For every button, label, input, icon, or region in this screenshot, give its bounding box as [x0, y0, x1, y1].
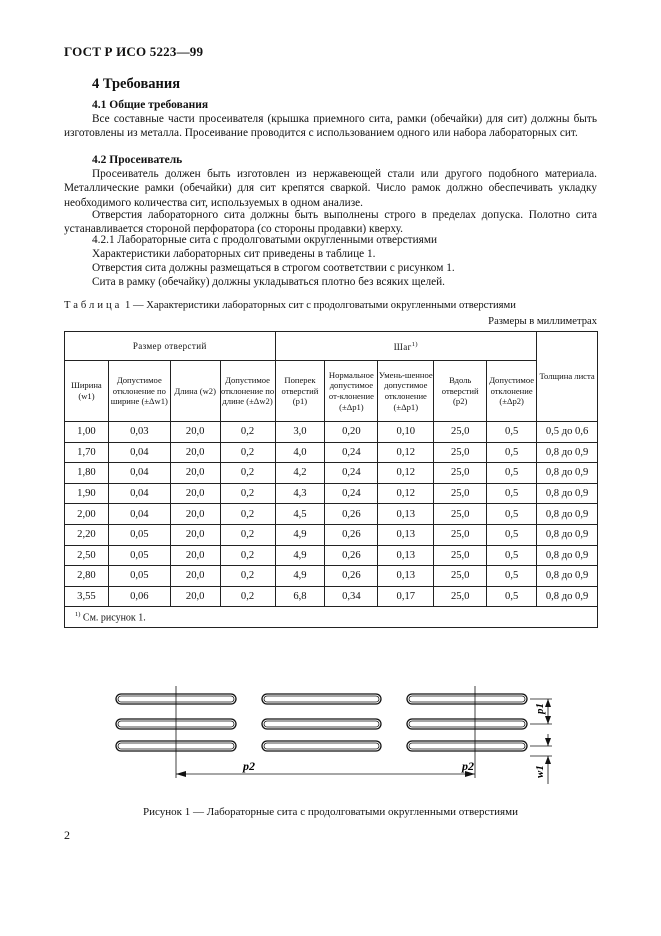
- oblong-hole-inner: [409, 696, 525, 702]
- oblong-hole: [407, 741, 527, 751]
- subsection-4-2-paragraph-2: Отверстия лабораторного сита должны быть выполнены строго в пределах допуска. Полотно сита устанавливается стороной перфоратора (со стороны продавки) кверху.: [64, 209, 597, 236]
- header-pitch-label: Шаг: [393, 341, 412, 352]
- table-cell: 25,0: [434, 545, 487, 566]
- page-number: 2: [64, 828, 70, 842]
- table-cell: 4,5: [275, 504, 325, 525]
- subsection-4-1-title: 4.1 Общие требования: [92, 99, 209, 111]
- table-cell: 0,05: [108, 545, 170, 566]
- table-cell: 0,5: [487, 545, 537, 566]
- table-cell: 0,24: [325, 483, 378, 504]
- table-cell: 0,5 до 0,6: [537, 422, 598, 443]
- table-cell: 0,5: [487, 566, 537, 587]
- table-cell: 0,04: [108, 483, 170, 504]
- table-cell: 0,2: [220, 483, 275, 504]
- table-cell: 0,8 до 0,9: [537, 442, 598, 463]
- clause-line-figure-ref: Отверстия сита должны размещаться в строгом соответствии с рисунком 1.: [92, 262, 455, 274]
- oblong-hole-inner: [264, 696, 379, 702]
- table-cell: 0,13: [378, 524, 434, 545]
- table-cell: 0,2: [220, 566, 275, 587]
- table-cell: 0,24: [325, 463, 378, 484]
- table-cell: 25,0: [434, 463, 487, 484]
- table-cell: 25,0: [434, 586, 487, 607]
- table-cell: 0,12: [378, 483, 434, 504]
- oblong-hole: [407, 719, 527, 729]
- column-header: Допустимое отклонение (±Δp2): [487, 361, 537, 422]
- table-cell: 20,0: [170, 545, 220, 566]
- label-p2-left: p2: [243, 759, 255, 773]
- table-cell: 25,0: [434, 422, 487, 443]
- table-cell: 0,26: [325, 504, 378, 525]
- oblong-hole: [262, 719, 381, 729]
- oblong-hole-inner: [264, 743, 379, 749]
- table-cell: 0,8 до 0,9: [537, 545, 598, 566]
- table-cell: 0,2: [220, 545, 275, 566]
- table-cell: 2,00: [65, 504, 109, 525]
- table-cell: 4,9: [275, 566, 325, 587]
- table-cell: 4,9: [275, 524, 325, 545]
- table-cell: 0,10: [378, 422, 434, 443]
- table-cell: 0,03: [108, 422, 170, 443]
- table-cell: 20,0: [170, 504, 220, 525]
- table-cell: 0,20: [325, 422, 378, 443]
- table-cell: 25,0: [434, 566, 487, 587]
- oblong-hole: [407, 694, 527, 704]
- document-header: ГОСТ Р ИСО 5223—99: [64, 44, 204, 59]
- table-cell: 0,8 до 0,9: [537, 586, 598, 607]
- column-header: Ширина (w1): [65, 361, 109, 422]
- table-cell: 0,2: [220, 524, 275, 545]
- table-cell: 1,00: [65, 422, 109, 443]
- table-cell: 4,0: [275, 442, 325, 463]
- table-cell: 0,2: [220, 586, 275, 607]
- table-cell: 0,05: [108, 524, 170, 545]
- table-cell: 0,8 до 0,9: [537, 566, 598, 587]
- table-cell: 0,5: [487, 483, 537, 504]
- table-cell: 20,0: [170, 566, 220, 587]
- table-cell: 0,12: [378, 442, 434, 463]
- table-cell: 0,26: [325, 566, 378, 587]
- table-cell: 0,5: [487, 524, 537, 545]
- label-w1: w1: [534, 765, 546, 778]
- column-header: Допустимое отклонение по ширине (±Δw1): [108, 361, 170, 422]
- table-cell: 4,3: [275, 483, 325, 504]
- table-cell: 0,13: [378, 504, 434, 525]
- clause-line-frame: Сита в рамку (обечайку) должны укладываться плотно без всяких щелей.: [92, 276, 446, 288]
- table-cell: 2,50: [65, 545, 109, 566]
- table-cell: 25,0: [434, 442, 487, 463]
- oblong-hole: [262, 694, 381, 704]
- table-cell: 0,8 до 0,9: [537, 463, 598, 484]
- header-opening-size: Размер отверстий: [65, 332, 276, 361]
- table-cell: 1,70: [65, 442, 109, 463]
- column-header: Длина (w2): [170, 361, 220, 422]
- footnote-text: См. рисунок 1.: [82, 612, 146, 624]
- clause-4-2-1: 4.2.1 Лабораторные сита с продолговатыми округленными отверстиями: [92, 234, 438, 246]
- footnote-mark: 1): [75, 611, 81, 619]
- table-cell: 0,5: [487, 504, 537, 525]
- header-sheet-thickness: Толщина листа: [537, 332, 598, 422]
- oblong-hole: [262, 741, 381, 751]
- table-cell: 25,0: [434, 483, 487, 504]
- column-header: Поперек отверстий (p1): [275, 361, 325, 422]
- oblong-hole-inner: [409, 721, 525, 727]
- column-header: Умень-шенное допустимое отклонение (±Δp1): [378, 361, 434, 422]
- table-cell: 0,2: [220, 422, 275, 443]
- table-cell: 25,0: [434, 524, 487, 545]
- table-cell: 25,0: [434, 504, 487, 525]
- subsection-4-2-title: 4.2 Просеиватель: [92, 154, 183, 166]
- table-cell: 0,24: [325, 442, 378, 463]
- table-cell: 0,17: [378, 586, 434, 607]
- table-cell: 0,2: [220, 504, 275, 525]
- table-cell: 0,04: [108, 442, 170, 463]
- column-header: Нормальное допустимое от-клонение (±Δp1): [325, 361, 378, 422]
- clause-line-table-ref: Характеристики лабораторных сит приведены в таблице 1.: [92, 248, 376, 260]
- table-cell: 0,8 до 0,9: [537, 524, 598, 545]
- table-cell: 0,8 до 0,9: [537, 504, 598, 525]
- table-cell: 2,20: [65, 524, 109, 545]
- table-cell: 20,0: [170, 463, 220, 484]
- table-units: Размеры в миллиметрах: [488, 316, 597, 327]
- table-cell: 4,2: [275, 463, 325, 484]
- table-cell: 0,13: [378, 545, 434, 566]
- column-header: Вдоль отверстий (p2): [434, 361, 487, 422]
- table-cell: 0,5: [487, 422, 537, 443]
- table-cell: 1,90: [65, 483, 109, 504]
- table-cell: 1,80: [65, 463, 109, 484]
- table-cell: 0,04: [108, 463, 170, 484]
- table-cell: 0,13: [378, 566, 434, 587]
- table-cell: 0,5: [487, 463, 537, 484]
- column-header: Допустимое отклонение по длине (±Δw2): [220, 361, 275, 422]
- table-cell: 0,05: [108, 566, 170, 587]
- table-cell: 20,0: [170, 524, 220, 545]
- table-cell: 0,5: [487, 442, 537, 463]
- section-title: 4 Требования: [92, 76, 181, 92]
- oblong-hole-inner: [264, 721, 379, 727]
- subsection-4-2-paragraph-1: Просеиватель должен быть изготовлен из нержавеющей стали или другого подобного материала. Металлические рамки (обечайки) для сит крепятся сваркой. Число рамок должно обеспечивать укладку необходимого количества сит, используемых в одном анализе.: [64, 168, 597, 209]
- table-cell: 20,0: [170, 586, 220, 607]
- table-cell: 20,0: [170, 483, 220, 504]
- table-cell: 0,26: [325, 524, 378, 545]
- figure-caption: Рисунок 1 — Лабораторные сита с продолговатыми округленными отверстиями: [143, 806, 518, 818]
- table-cell: 4,9: [275, 545, 325, 566]
- table-cell: 0,34: [325, 586, 378, 607]
- header-pitch-footnote-mark: 1): [411, 340, 418, 348]
- table-cell: 0,06: [108, 586, 170, 607]
- table-cell: 0,26: [325, 545, 378, 566]
- table-cell: 20,0: [170, 442, 220, 463]
- subsection-4-1-text: Все составные части просеивателя (крышка приемного сита, рамки (обечайки) для сит) должны быть изготовлены из металла. Просеивание проводится с использованием одного или набора лабораторных сит.: [64, 113, 597, 140]
- table-cell: 0,04: [108, 504, 170, 525]
- table-cell: 20,0: [170, 422, 220, 443]
- table-caption-text: 1 — Характеристики лабораторных сит с продолговатыми округленными отверстиями: [125, 300, 516, 311]
- table-caption-word: Таблица: [64, 300, 123, 311]
- table-cell: 3,0: [275, 422, 325, 443]
- table-cell: 6,8: [275, 586, 325, 607]
- table-cell: 0,2: [220, 463, 275, 484]
- table-cell: 2,80: [65, 566, 109, 587]
- label-p1: p1: [534, 703, 546, 714]
- table-cell: 0,2: [220, 442, 275, 463]
- label-p2-right: p2: [462, 759, 474, 773]
- table-cell: 3,55: [65, 586, 109, 607]
- table-cell: 0,12: [378, 463, 434, 484]
- oblong-hole-inner: [409, 743, 525, 749]
- table-cell: 0,8 до 0,9: [537, 483, 598, 504]
- table-cell: 0,5: [487, 586, 537, 607]
